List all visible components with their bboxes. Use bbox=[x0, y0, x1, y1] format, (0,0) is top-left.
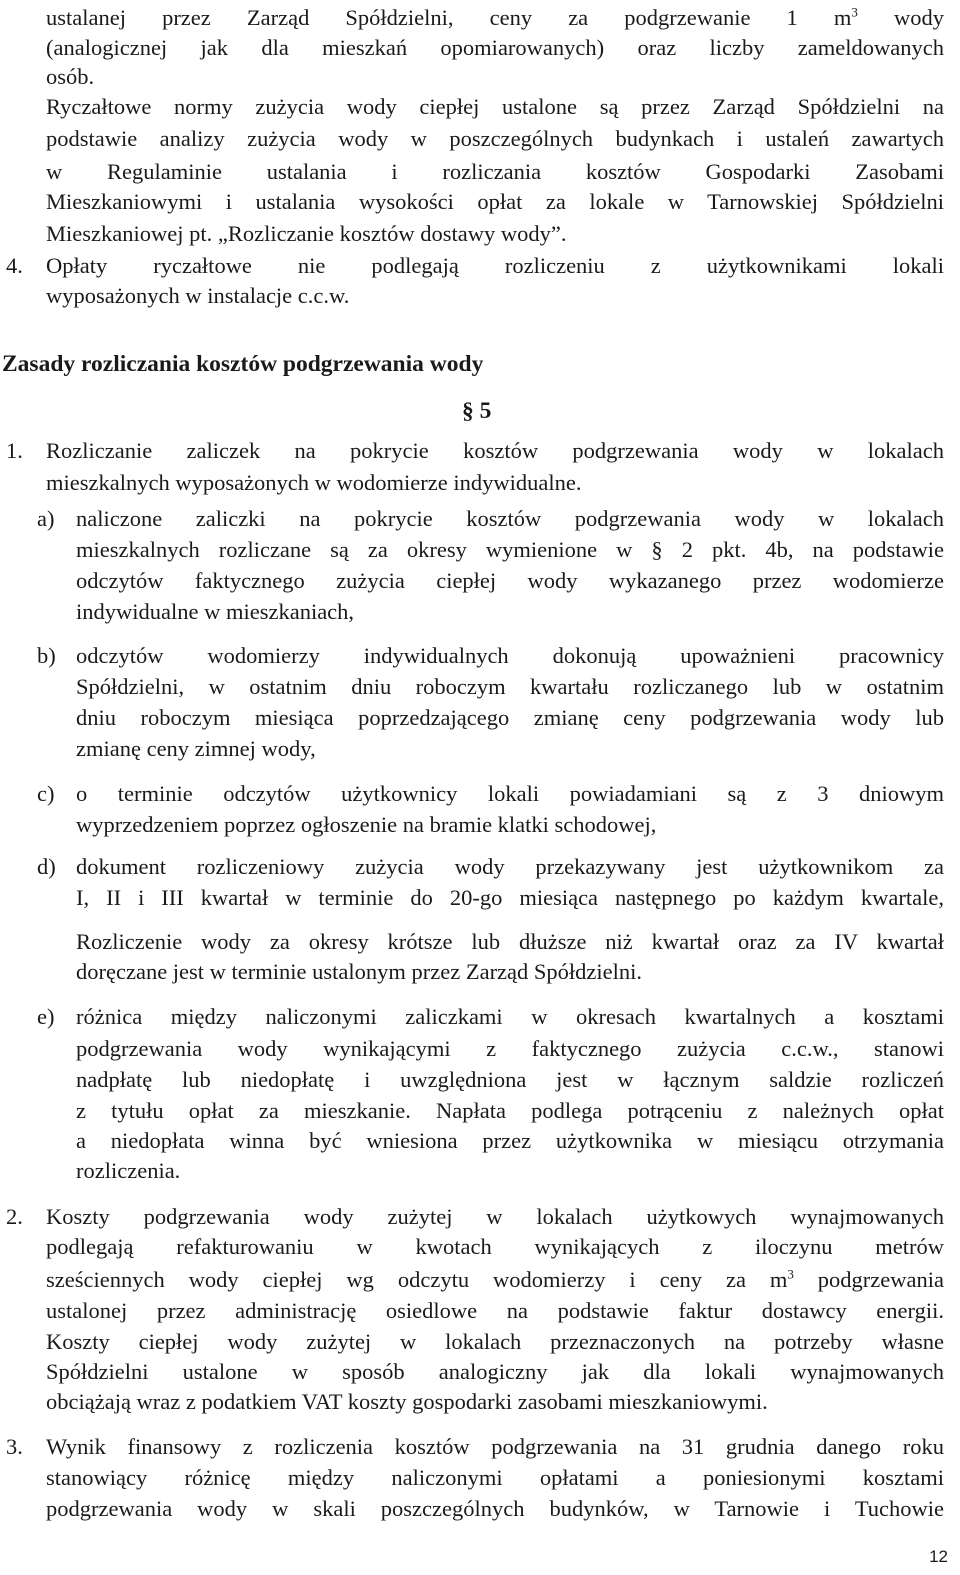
text-line: wyprzedzeniem poprzez ogłoszenie na bramie klatki schodowej, bbox=[76, 812, 657, 837]
text-line: I, II i III kwartał w terminie do 20-go miesiąca następnego po każdym kwartale, bbox=[76, 885, 944, 910]
text-line: Rozliczanie zaliczek na pokrycie kosztów podgrzewania wody w lokalach bbox=[46, 438, 944, 463]
text-line: Ryczałtowe normy zużycia wody ciepłej ustalone są przez Zarząd Spółdzielni na bbox=[46, 94, 944, 119]
section-number: § 5 bbox=[462, 398, 492, 424]
text-line: Koszty ciepłej wody zużytej w lokalach przeznaczonych na potrzeby własne bbox=[46, 1329, 944, 1354]
text-line: odczytów faktycznego zużycia ciepłej wody wykazanego przez wodomierze bbox=[76, 568, 944, 593]
text-line: naliczone zaliczki na pokrycie kosztów podgrzewania wody w lokalach bbox=[76, 506, 944, 531]
text-line: mieszkalnych rozliczane są za okresy wymienione w § 2 pkt. 4b, na podstawie bbox=[76, 537, 944, 562]
text-line bbox=[46, 3, 944, 33]
superscript: 3 bbox=[787, 1266, 794, 1282]
list-number: 2. bbox=[6, 1204, 23, 1229]
list-marker: e) bbox=[37, 1004, 55, 1029]
list-marker: b) bbox=[37, 643, 56, 668]
list-marker: a) bbox=[37, 506, 55, 531]
text-line: Opłaty ryczałtowe nie podlegają rozliczeniu z użytkownikami lokali bbox=[46, 253, 944, 278]
text-line: z tytułu opłat za mieszkanie. Napłata podlega potrąceniu z należnych opłat bbox=[76, 1098, 944, 1123]
text-line: różnica między naliczonymi zaliczkami w okresach kwartalnych a kosztami bbox=[76, 1004, 944, 1029]
text-span: podgrzewania bbox=[793, 1267, 944, 1292]
text-line: wyposażonych w instalacje c.c.w. bbox=[46, 283, 350, 308]
text-line: stanowiący różnicę między naliczonymi opłatami a poniesionymi kosztami bbox=[46, 1465, 944, 1490]
text-line: mieszkalnych wyposażonych w wodomierze indywidualne. bbox=[46, 470, 582, 495]
text-line: obciążają wraz z podatkiem VAT koszty gospodarki zasobami mieszkaniowymi. bbox=[46, 1389, 768, 1414]
text-line: a niedopłata winna być wniesiona przez użytkownika w miesiącu otrzymania bbox=[76, 1128, 944, 1153]
text-line: podgrzewania wody w skali poszczególnych budynków, w Tarnowie i Tuchowie bbox=[46, 1496, 944, 1521]
list-marker: d) bbox=[37, 854, 56, 879]
text-line: Mieszkaniowymi i ustalania wysokości opłat za lokale w Tarnowskiej Spółdzielni bbox=[46, 189, 944, 214]
text-line: podstawie analizy zużycia wody w poszczególnych budynkach i ustaleń zawartych bbox=[46, 126, 944, 151]
text-line: dniu roboczym miesiąca poprzedzającego zmianę ceny podgrzewania wody lub bbox=[76, 705, 944, 730]
list-number: 1. bbox=[6, 438, 23, 463]
text-line: indywidualne w mieszkaniach, bbox=[76, 599, 355, 624]
list-number: 4. bbox=[6, 253, 23, 278]
text-line: osób. bbox=[46, 64, 95, 89]
section-heading: Zasady rozliczania kosztów podgrzewania wody bbox=[2, 351, 484, 377]
text-line: zmianę ceny zimnej wody, bbox=[76, 736, 316, 761]
text-span: ustalanej przez Zarząd Spółdzielni, ceny za podgrzewanie 1 m bbox=[46, 5, 852, 30]
superscript: 3 bbox=[851, 4, 858, 20]
text-span: sześciennych wody ciepłej wg odczytu wodomierzy i ceny za m bbox=[46, 1267, 788, 1292]
text-line: dokument rozliczeniowy zużycia wody przekazywany jest użytkownikom za bbox=[76, 854, 944, 879]
text-line: odczytów wodomierzy indywidualnych dokonują upoważnieni pracownicy bbox=[76, 643, 944, 668]
text-line: Wynik finansowy z rozliczenia kosztów podgrzewania na 31 grudnia danego roku bbox=[46, 1434, 944, 1459]
text-line: ustalonej przez administrację osiedlowe na podstawie faktur dostawcy energii. bbox=[46, 1298, 944, 1323]
list-number: 3. bbox=[6, 1434, 23, 1459]
text-line: (analogicznej jak dla mieszkań opomiarowanych) oraz liczby zameldowanych bbox=[46, 35, 944, 60]
text-line: Spółdzielni ustalone w sposób analogiczny jak dla lokali wynajmowanych bbox=[46, 1359, 944, 1384]
list-marker: c) bbox=[37, 781, 55, 806]
text-line: rozliczenia. bbox=[76, 1158, 181, 1183]
text-line: nadpłatę lub niedopłatę i uwzględniona jest w łącznym saldzie rozliczeń bbox=[76, 1067, 944, 1092]
text-line: w Regulaminie ustalania i rozliczania kosztów Gospodarki Zasobami bbox=[46, 159, 944, 184]
text-line: Rozliczenie wody za okresy krótsze lub dłuższe niż kwartał oraz za IV kwartał bbox=[76, 929, 944, 954]
text-line: podlegają refakturowaniu w kwotach wynikających z iloczynu metrów bbox=[46, 1234, 944, 1259]
text-line: Mieszkaniowej pt. „Rozliczanie kosztów dostawy wody”. bbox=[46, 221, 567, 246]
text-line: Spółdzielni, w ostatnim dniu roboczym kwartału rozliczanego lub w ostatnim bbox=[76, 674, 944, 699]
text-line bbox=[46, 1265, 944, 1295]
text-line: podgrzewania wody wynikającymi z faktycznego zużycia c.c.w., stanowi bbox=[76, 1036, 944, 1061]
text-line: doręczane jest w terminie ustalonym przez Zarząd Spółdzielni. bbox=[76, 959, 643, 984]
text-span: wody bbox=[857, 5, 945, 30]
text-line: o terminie odczytów użytkownicy lokali powiadamiani są z 3 dniowym bbox=[76, 781, 944, 806]
text-line: Koszty podgrzewania wody zużytej w lokalach użytkowych wynajmowanych bbox=[46, 1204, 944, 1229]
page-number: 12 bbox=[929, 1547, 948, 1566]
